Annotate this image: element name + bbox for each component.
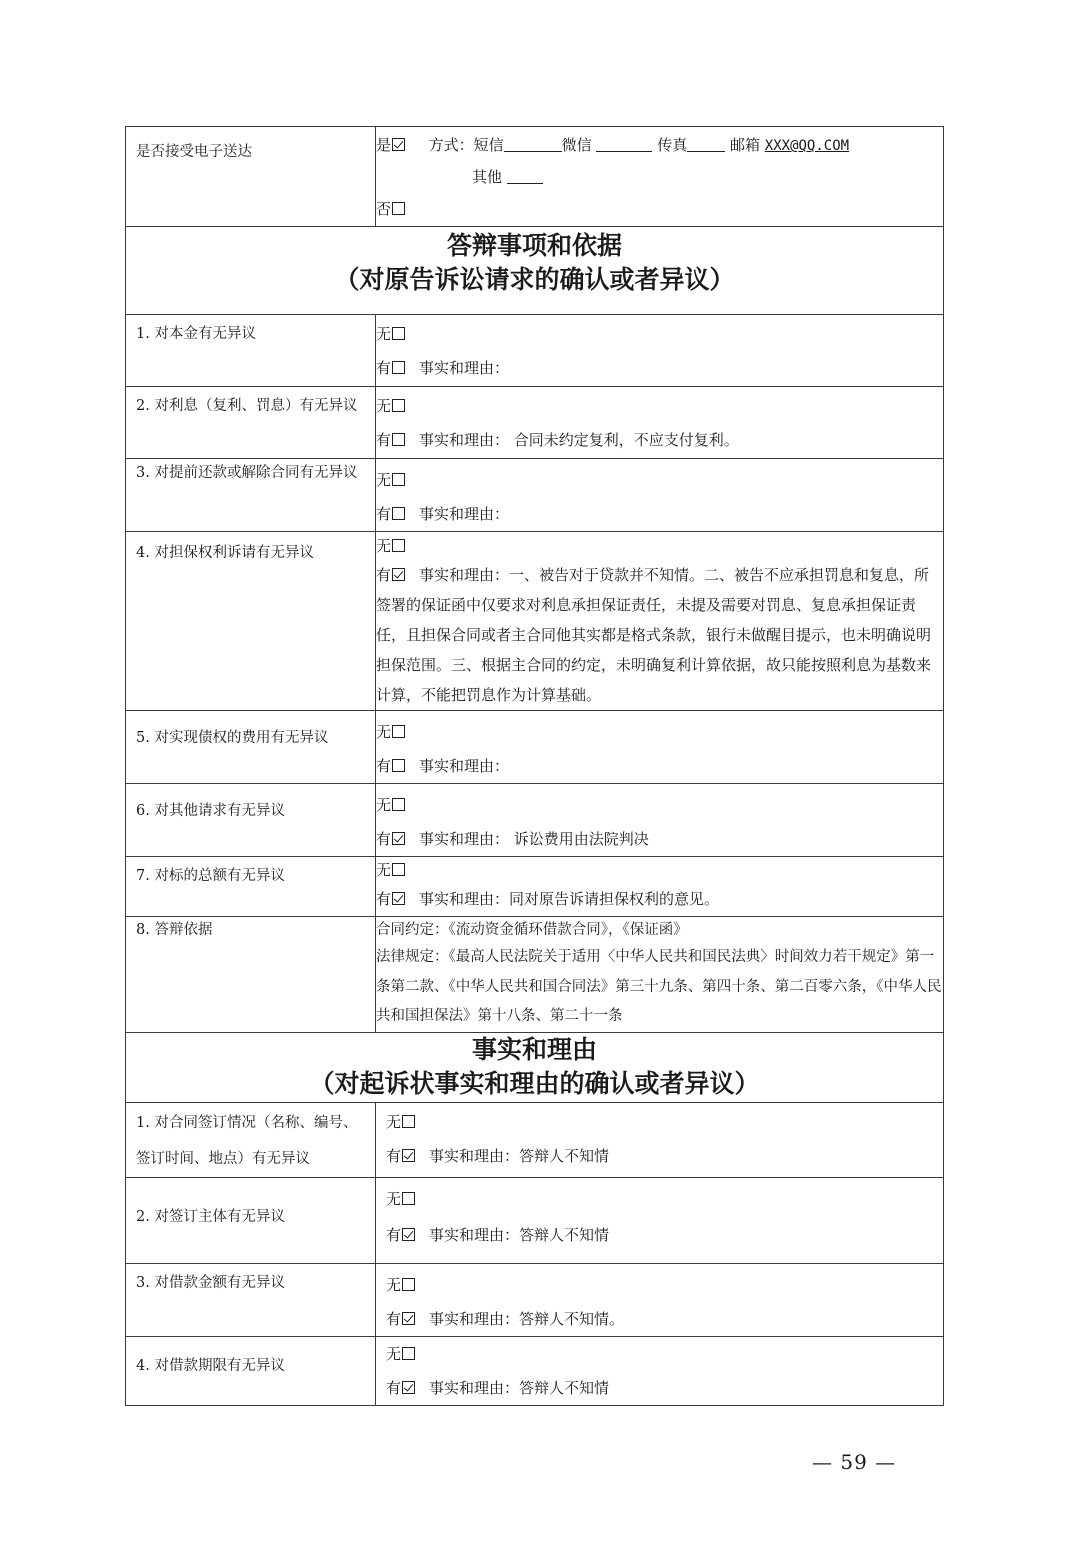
item-label: 7. 对标的总额有无异议	[136, 868, 285, 884]
none-label: 无	[386, 1113, 402, 1131]
item-label: 2. 对签订主体有无异议	[136, 1209, 285, 1225]
has-label: 有	[376, 757, 392, 775]
none-label: 无	[386, 1276, 402, 1294]
reason-label: 事实和理由：	[419, 566, 510, 584]
has-checkbox-checked-icon[interactable]	[402, 1312, 415, 1325]
section2-subtitle: （对起诉状事实和理由的确认或者异议）	[309, 1069, 760, 1098]
sms-label: 短信	[473, 136, 504, 154]
none-checkbox-icon[interactable]	[392, 725, 405, 738]
email-field[interactable]: XXX@QQ.COM	[764, 138, 850, 154]
has-checkbox-checked-icon[interactable]	[402, 1228, 415, 1241]
none-checkbox-icon[interactable]	[392, 863, 405, 876]
no-checkbox-icon[interactable]	[392, 202, 405, 215]
method-label: 方式：	[428, 136, 474, 154]
none-label: 无	[376, 723, 392, 741]
none-label: 无	[376, 861, 392, 879]
has-label: 有	[376, 566, 392, 584]
item-label: 4. 对担保权利诉请有无异议	[136, 545, 314, 561]
section1-item-2	[126, 387, 944, 459]
has-label: 有	[386, 1310, 402, 1328]
section2-item-2	[126, 1178, 944, 1264]
reason-label: 事实和理由：	[419, 830, 510, 848]
none-label: 无	[376, 537, 392, 555]
item-label: 1. 对合同签订情况（名称、编号、签订时间、地点）有无异议	[136, 1115, 358, 1167]
item-label: 3. 对提前还款或解除合同有无异议	[136, 465, 358, 481]
has-label: 有	[376, 505, 392, 523]
other-label: 其他	[472, 168, 503, 186]
has-label: 有	[386, 1226, 402, 1244]
no-label: 否	[376, 200, 392, 218]
section1-header-row	[126, 227, 944, 315]
has-label: 有	[386, 1147, 402, 1165]
has-checkbox-checked-icon[interactable]	[392, 832, 405, 845]
none-label: 无	[386, 1345, 402, 1363]
reason-label: 事实和理由：	[429, 1310, 520, 1328]
section1-item-4	[126, 532, 944, 711]
reason-text: 一、被告对于贷款并不知情。二、被告不应承担罚息和复息，所签署的保证函中仅要求对利息承担保证责任，未提及需要对罚息、复息承担保证责任，且担保合同或者主合同他其实都是格式条款，银行未做醒目提示，也未明确说明担保范围。三、根据主合同的约定，未明确复利计算依据，故只能按照利息为基数来计算，不能把罚息作为计算基础。	[376, 566, 932, 704]
has-label: 有	[376, 431, 392, 449]
reason-label: 事实和理由：	[429, 1147, 520, 1165]
wechat-label: 微信	[561, 136, 592, 154]
yes-checkbox-checked-icon[interactable]	[392, 138, 405, 151]
item-label: 1. 对本金有无异议	[136, 326, 256, 342]
reason-label: 事实和理由：	[429, 1379, 520, 1397]
fax-field[interactable]	[687, 137, 725, 152]
yes-label: 是	[376, 136, 392, 154]
reason-text: 答辩人不知情	[519, 1379, 610, 1397]
none-checkbox-icon[interactable]	[392, 798, 405, 811]
section1-item-1	[126, 315, 944, 387]
section1-subtitle: （对原告诉讼请求的确认或者异议）	[334, 265, 735, 294]
item-label: 4. 对借款期限有无异议	[136, 1358, 285, 1374]
none-label: 无	[376, 397, 392, 415]
has-label: 有	[376, 359, 392, 377]
item-label: 5. 对实现债权的费用有无异议	[136, 730, 329, 746]
none-label: 无	[376, 796, 392, 814]
item-label: 6. 对其他请求有无异议	[136, 803, 285, 819]
electronic-service-row	[126, 127, 944, 227]
has-label: 有	[386, 1379, 402, 1397]
item-label: 2. 对利息（复利、罚息）有无异议	[136, 398, 358, 414]
section1-item-7	[126, 857, 944, 917]
basis-contract: 合同约定：《流动资金循环借款合同》，《保证函》	[376, 922, 688, 938]
none-checkbox-icon[interactable]	[392, 473, 405, 486]
section1-title: 答辩事项和依据	[446, 231, 622, 260]
section2-item-3	[126, 1264, 944, 1337]
has-checkbox-icon[interactable]	[392, 507, 405, 520]
has-checkbox-icon[interactable]	[392, 433, 405, 446]
reason-text: 诉讼费用由法院判决	[509, 830, 649, 848]
none-checkbox-icon[interactable]	[402, 1278, 415, 1291]
reason-text: 答辩人不知情	[519, 1147, 610, 1165]
none-checkbox-icon[interactable]	[402, 1347, 415, 1360]
email-label: 邮箱	[729, 136, 760, 154]
has-checkbox-checked-icon[interactable]	[392, 568, 405, 581]
reason-text: 答辩人不知情	[519, 1226, 610, 1244]
none-checkbox-icon[interactable]	[392, 399, 405, 412]
item-label: 3. 对借款金额有无异议	[136, 1275, 285, 1291]
reason-label: 事实和理由：	[419, 431, 510, 449]
has-checkbox-icon[interactable]	[392, 759, 405, 772]
none-checkbox-icon[interactable]	[392, 327, 405, 340]
electronic-service-label: 是否接受电子送达	[136, 144, 252, 160]
has-checkbox-checked-icon[interactable]	[402, 1149, 415, 1162]
defense-form-table	[125, 126, 944, 1406]
sms-field[interactable]	[504, 137, 562, 152]
basis-label: 8. 答辩依据	[136, 922, 213, 938]
reason-label: 事实和理由：	[419, 890, 510, 908]
none-label: 无	[376, 471, 392, 489]
none-label: 无	[386, 1190, 402, 1208]
has-label: 有	[376, 890, 392, 908]
defense-basis-row	[126, 917, 944, 1033]
reason-label: 事实和理由：	[419, 505, 510, 523]
has-label: 有	[376, 830, 392, 848]
section1-item-6	[126, 784, 944, 857]
has-checkbox-checked-icon[interactable]	[402, 1381, 415, 1394]
reason-label: 事实和理由：	[429, 1226, 520, 1244]
wechat-field[interactable]	[596, 137, 652, 152]
reason-label: 事实和理由：	[419, 359, 510, 377]
fax-label: 传真	[657, 136, 688, 154]
reason-label: 事实和理由：	[419, 757, 510, 775]
basis-law: 法律规定：《最高人民法院关于适用〈中华人民共和国民法典〉时间效力若干规定》第一条第二款、《中华人民共和国合同法》第三十九条、第四十条、第二百零六条，《中华人民共和国担保法》第十八条、第二十一条	[376, 949, 942, 1024]
section1-item-5	[126, 711, 944, 784]
section2-title: 事实和理由	[471, 1035, 597, 1064]
reason-text: 合同未约定复利，不应支付复利。	[509, 431, 739, 449]
has-checkbox-icon[interactable]	[392, 361, 405, 374]
reason-text: 答辩人不知情。	[519, 1310, 625, 1328]
reason-text: 同对原告诉请担保权利的意见。	[509, 890, 720, 908]
none-label: 无	[376, 325, 392, 343]
section2-item-4	[126, 1337, 944, 1406]
page-number: — 59 —	[812, 1450, 897, 1474]
none-checkbox-icon[interactable]	[402, 1192, 415, 1205]
section1-item-3	[126, 459, 944, 532]
other-field[interactable]	[507, 169, 543, 184]
section2-header-row	[126, 1033, 944, 1103]
none-checkbox-icon[interactable]	[402, 1115, 415, 1128]
section2-item-1	[126, 1103, 944, 1178]
has-checkbox-checked-icon[interactable]	[392, 892, 405, 905]
none-checkbox-icon[interactable]	[392, 539, 405, 552]
